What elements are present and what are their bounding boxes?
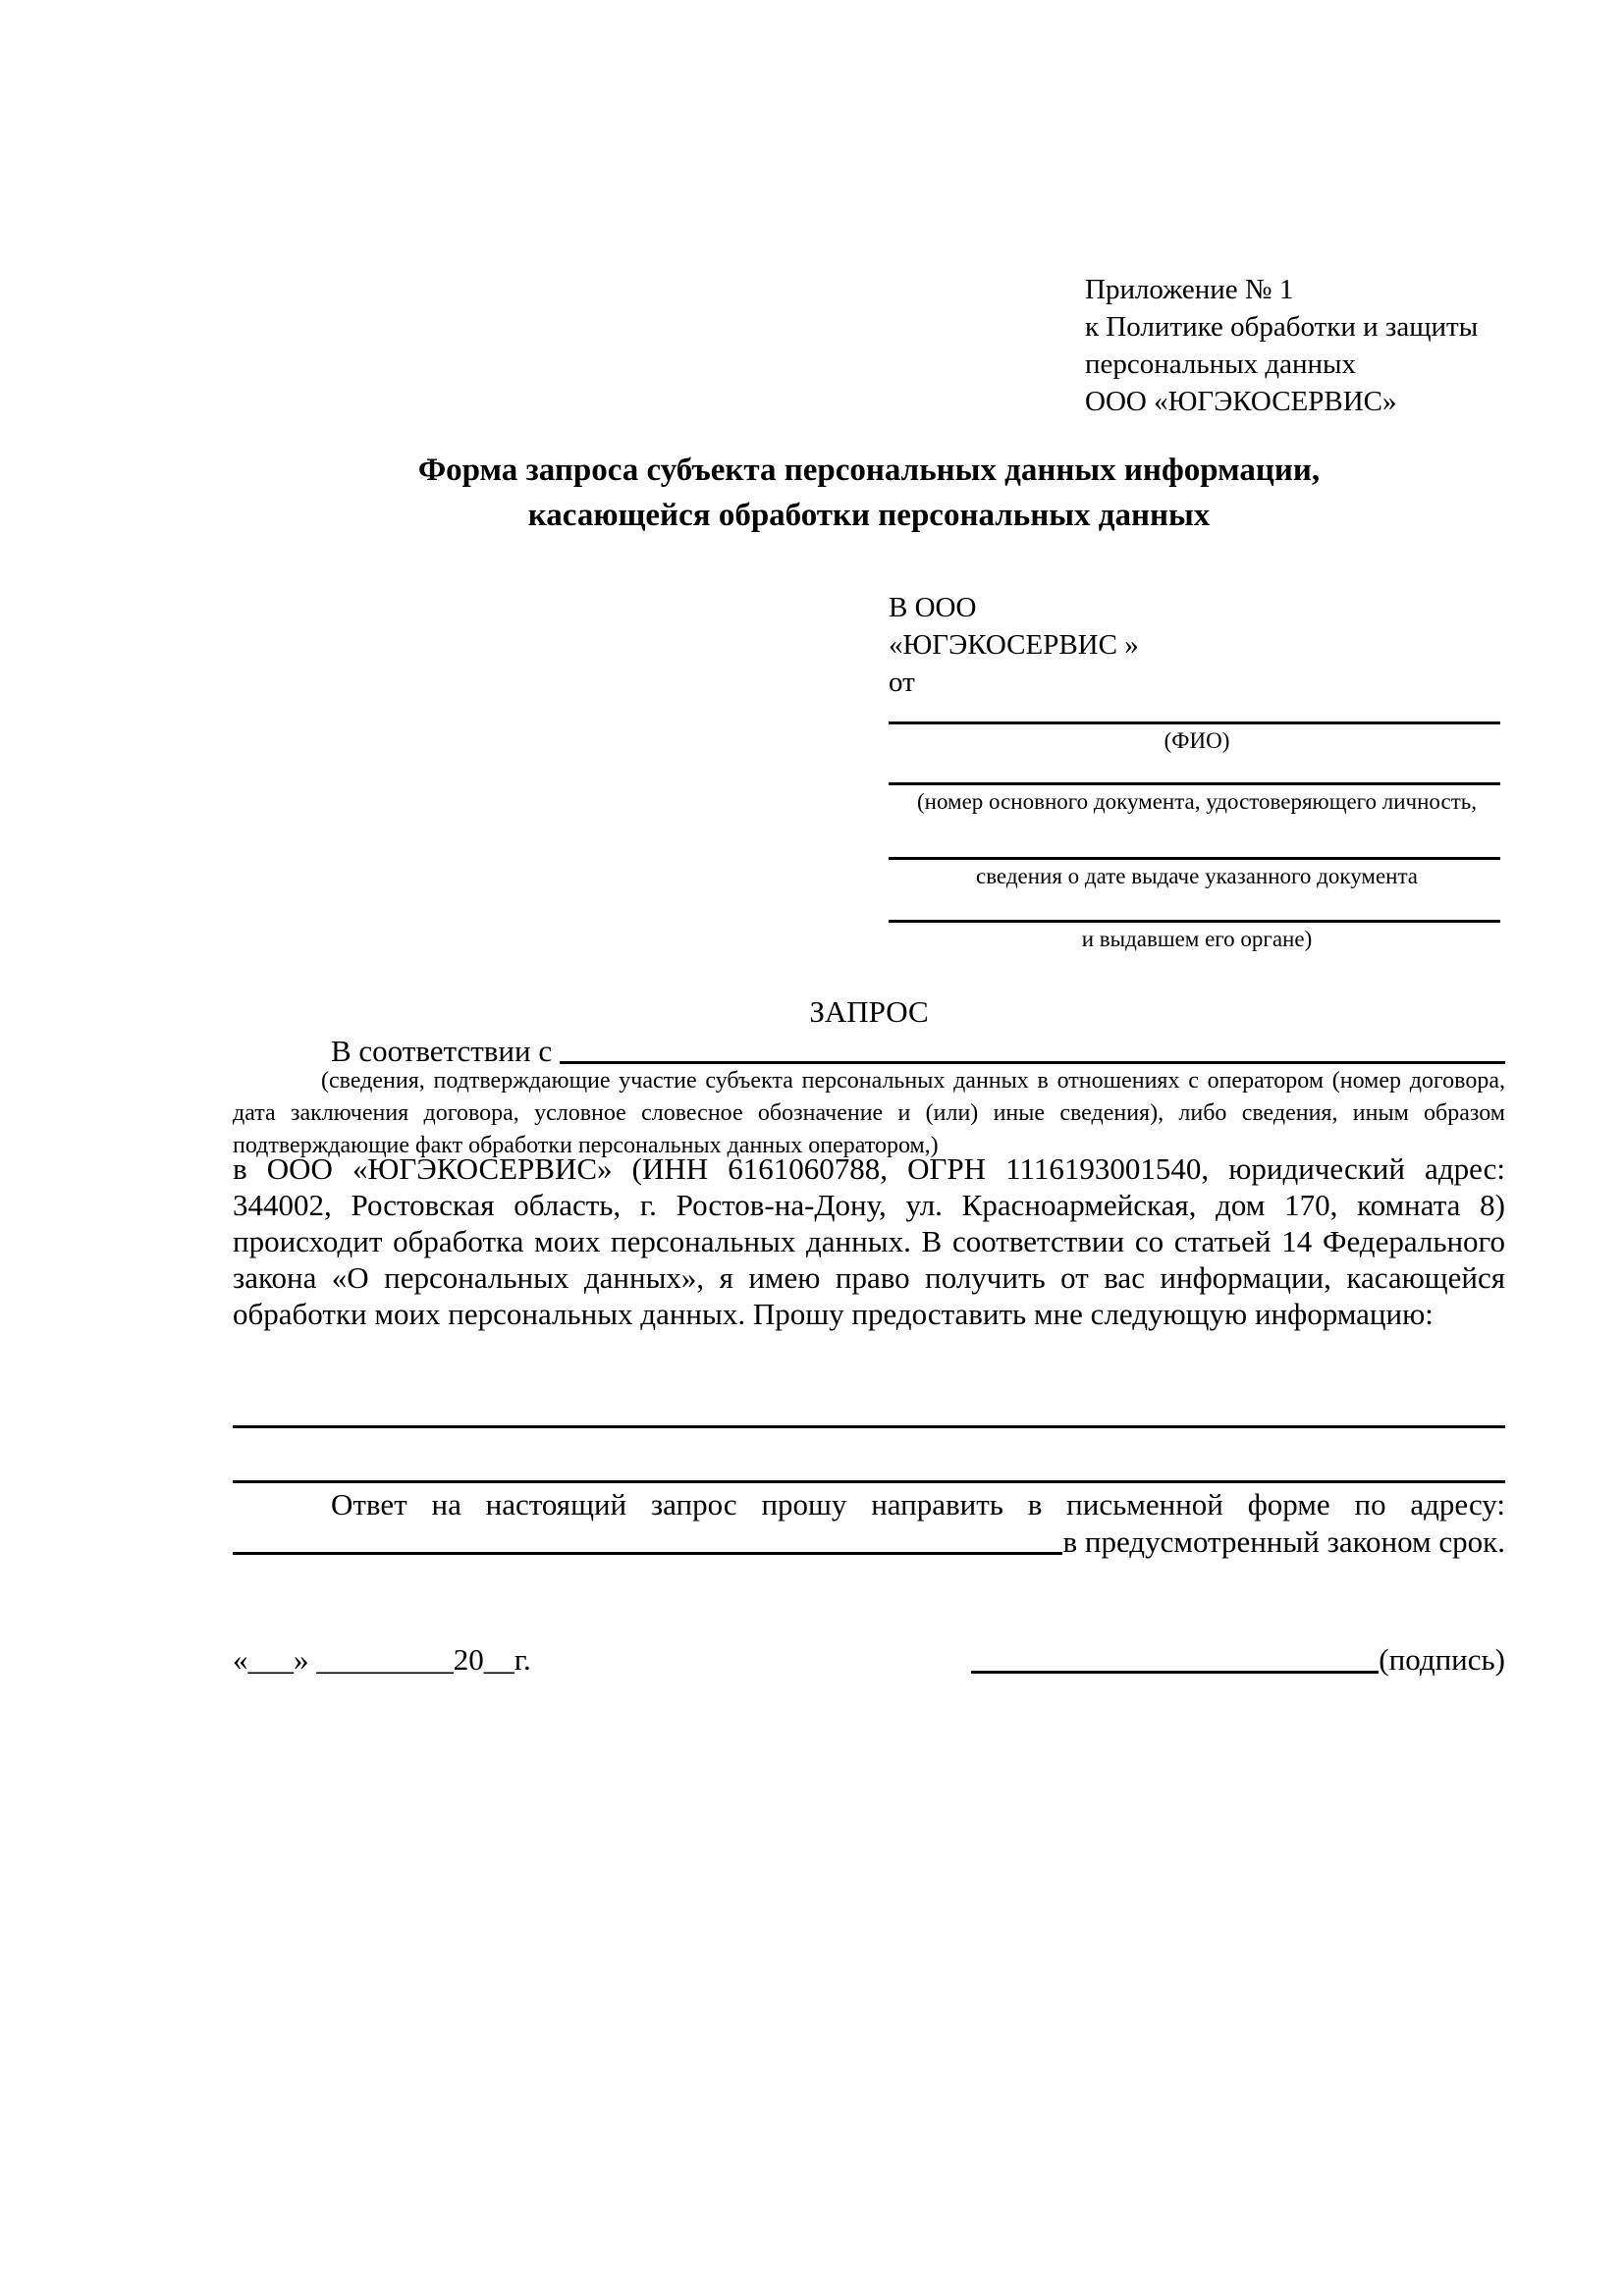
info-blank-line-1	[233, 1425, 1505, 1428]
answer-address-sentence: Ответ на настоящий запрос прошу направить в письменной форме по адресу:	[331, 1487, 1505, 1522]
fio-caption: (ФИО)	[1164, 728, 1230, 753]
doc-issue-date-field-line	[889, 857, 1500, 860]
appendix-line: персональных данных	[1085, 348, 1357, 380]
doc-number-caption: (номер основного документа, удостоверяющего личность,	[916, 789, 1477, 814]
answer-address-row	[233, 1523, 1505, 1561]
signature-area	[971, 1641, 1505, 1679]
addressee-from-label: от	[889, 667, 915, 698]
signature-caption: (подпись)	[1379, 1642, 1505, 1677]
doc-number-field-line	[889, 782, 1500, 785]
signature-field-line	[971, 1671, 1379, 1674]
appendix-line: к Политике обработки и защиты	[1085, 311, 1479, 343]
date-blank: «___» _________20__г.	[233, 1642, 531, 1677]
fine-print-note: (сведения, подтверждающие участие субъекта персональных данных в отношениях с оператором (номер договора, дата заключения договора, условное словесное обозначение и (или) иные сведения), либо сведения, иным образом подтверждающие факт обработки персональных данных оператором,)	[233, 1068, 1505, 1158]
answer-deadline-text: в предусмотренный законом срок.	[1062, 1524, 1505, 1559]
appendix-line: ООО «ЮГЭКОСЕРВИС»	[1085, 386, 1397, 417]
addressee-line: «ЮГЭКОСЕРВИС »	[889, 629, 1139, 661]
doc-issuer-caption: и выдавшем его органе)	[1081, 927, 1313, 951]
request-heading: ЗАПРОС	[809, 994, 929, 1029]
addressee-line: В ООО	[889, 592, 977, 623]
appendix-line: Приложение № 1	[1085, 274, 1294, 305]
doc-issuer-field-line	[889, 920, 1500, 923]
date-signature-row	[233, 1641, 1505, 1679]
accordance-field-line	[560, 1061, 1505, 1064]
address-field-line	[233, 1552, 1062, 1555]
form-title-line: Форма запроса субъекта персональных данных информации,	[417, 453, 1321, 488]
accordance-label: В соответствии с	[331, 1034, 560, 1068]
form-title	[233, 448, 1505, 538]
doc-issue-date-caption: сведения о дате выдаче указанного документа	[975, 864, 1419, 888]
form-title-line: касающейся обработки персональных данных	[527, 498, 1211, 533]
addressee-block	[889, 589, 1139, 701]
request-body-paragraph: в ООО «ЮГЭКОСЕРВИС» (ИНН 6161060788, ОГРН 1116193001540, юридический адрес: 344002, Ростовская область, г. Ростов-на-Дону, ул. Красноармейская, дом 170, комната 8) происходит обработка моих персональных данных. В соответствии со статьей 14 Федерального закона «О персональных данных», я имею право получить от вас информации, касающейся обработки моих персональных данных. Прошу предоставить мне следующую информацию:	[233, 1151, 1505, 1331]
appendix-header	[1085, 271, 1478, 420]
info-blank-line-2	[233, 1480, 1505, 1483]
fio-field-line	[889, 721, 1500, 724]
